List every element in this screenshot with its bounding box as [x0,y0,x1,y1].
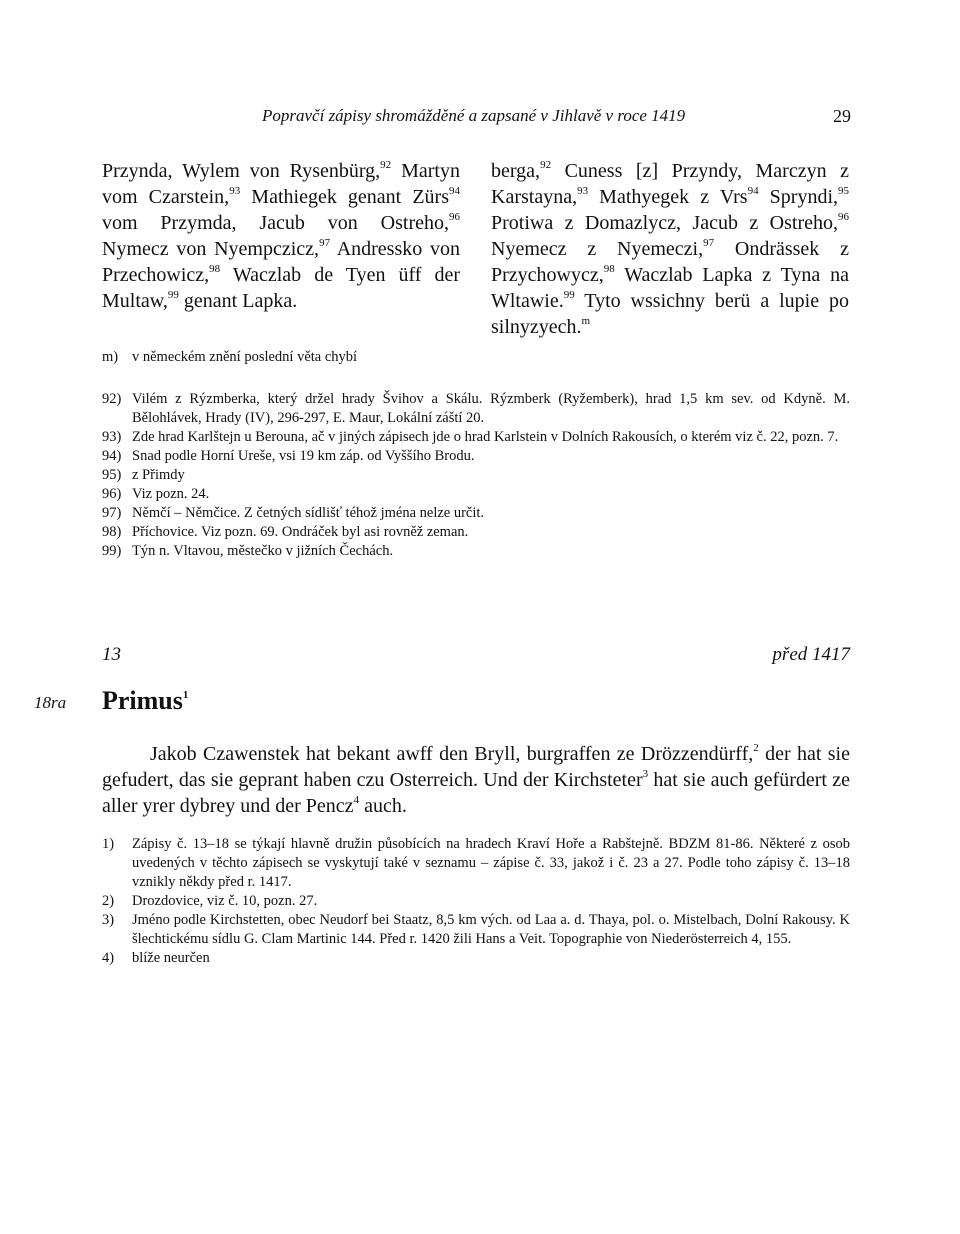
footnote-number: 97) [102,505,122,521]
footnote-text: Němčí – Němčice. Z četných sídlišť téhož jména nelze určit. [132,505,485,521]
footnote [102,485,850,504]
footnote-marker: 3 [642,768,649,781]
footnote [102,466,850,485]
text-run: Cuness [z] Przyndy, Marczyn z Karstayna, [491,160,849,208]
text-run: Przynda, Wylem von Rysenbürg, [102,160,381,182]
footnote-marker: 94 [747,185,759,198]
text-run: Ondrässek z Przychowycz, [491,238,849,286]
text-run: Martyn vom Czarstein, [102,160,460,208]
text-run: der hat sie gefudert, das sie geprant haben czu Osterreich. Und der Kirchsteter [102,743,850,791]
footnote-marker: 1 [182,689,189,702]
footnote-number: 92) [102,391,122,407]
text-run: Waczlab Lapka z Tyna na Wltawie. [491,264,849,312]
footnote-number: 4) [102,950,115,966]
footnote-text: blíže neurčen [132,950,210,966]
footnote-number: 2) [102,893,115,909]
entry-body-paragraph [102,741,850,819]
footnote-number: 96) [102,486,122,502]
footnote-number: 99) [102,543,122,559]
footnote-marker: 92 [380,159,392,172]
footnote-text: Vilém z Rýzmberka, který držel hrady Švihov a Skálu. Rýzmberk (Ryžemberk), hrad 1,5 km sev. od Kdyně. M. Bělohlávek, Hrady (IV), 296-297, E. Maur, Lokální záští 20. [132,391,850,426]
text-run: berga, [491,160,541,182]
footnote-marker: 97 [319,237,331,250]
footnote-marker: 2 [753,742,759,755]
entry-number: 13 [102,644,121,665]
footnote-marker: 99 [167,289,179,302]
footnote-number: 98) [102,524,122,540]
text-run: vom Przymda, Jacub von Ostreho, [102,212,449,234]
czech-text-paragraph [491,158,849,340]
entry-date: před 1417 [772,644,850,665]
footnotes-top [102,390,850,561]
text-run: Mathiegek genant Zürs [240,186,449,208]
footnote [102,949,850,968]
footnote [102,447,850,466]
footnote [102,523,850,542]
german-text-column [102,158,460,314]
text-run: Protiwa z Domazlycz, Jacub z Ostreho, [491,212,838,234]
footnote-marker: 93 [229,185,241,198]
text-run: Tyto wssichny berü a lupie po silnyzyech. [491,290,849,338]
footnote [102,390,850,428]
text-run: hat sie auch gefürdert ze aller yrer dybrey und der Pencz [102,769,850,817]
text-run: Nyemecz z Nyemeczi, [491,238,704,260]
text-run: Spryndi, [758,186,839,208]
footnote-text: Jméno podle Kirchstetten, obec Neudorf bei Staatz, 8,5 km vých. od Laa a. d. Thaya, pol. o. Mistelbach, Dolní Rakousy. K šlechtickému sídlu G. Clam Martinic 144. Před r. 1420 žili Hans a Veit. Topographie von Niederösterreich 4, 155. [132,912,850,947]
textual-note-text: v německém znění poslední věta chybí [132,349,358,365]
footnote-number: 95) [102,467,122,483]
footnote-marker: 96 [449,211,460,224]
entry-body [102,741,850,819]
footnote-marker: 95 [838,185,850,198]
footnote [102,504,850,523]
footnote-marker: 98 [209,263,221,276]
footnote-marker: 96 [838,211,849,224]
text-run: Andressko von Przechowicz, [102,238,460,286]
footnote-text: Příchovice. Viz pozn. 69. Ondráček byl asi rovněž zeman. [132,524,469,540]
text-run: auch. [359,795,407,817]
textual-note-marker: m) [102,349,119,365]
german-text-paragraph [102,158,460,314]
running-header: Popravčí zápisy shromážděné a zapsané v Jihlavě v roce 1419 [262,106,686,125]
footnote [102,911,850,949]
footnote-text: z Přimdy [132,467,185,483]
footnote-marker: m [581,315,591,328]
footnote-marker: 98 [603,263,615,276]
footnote-text: Zápisy č. 13–18 se týkají hlavně družin působících na hradech Kraví Hoře a Rabštejně. BDZM 81-86. Některé z osob uvedených v těchto zápisech se vyskytují také v seznamu – zápise č. 33, jakož i č. 23 a 27. Podle toho zápisy č. 13–18 vznikly někdy před r. 1417. [132,836,850,890]
footnote-text: Týn n. Vltavou, městečko v jižních Čechách. [132,543,394,559]
footnote-marker: 97 [703,237,715,250]
footnote-number: 93) [102,429,122,445]
footnote-marker: 94 [449,185,460,198]
entry-title-text: Primus [102,686,183,715]
footnote [102,892,850,911]
footnote [102,428,850,447]
footnote-marker: 93 [577,185,589,198]
footnote [102,542,850,561]
textual-note [102,348,850,367]
text-run: Waczlab de Tyen üff der Multaw, [102,264,460,312]
text-run: Nymecz von Nyempczicz, [102,238,320,260]
footnote-text: Snad podle Horní Ureše, vsi 19 km záp. od Vyššího Brodu. [132,448,475,464]
czech-text-column [491,158,849,340]
footnote-marker: 92 [540,159,552,172]
text-run: genant Lapka. [178,290,298,312]
footnote-text: Drozdovice, viz č. 10, pozn. 27. [132,893,318,909]
footnotes-bottom [102,835,850,968]
footnote-text: Zde hrad Karlštejn u Berouna, ač v jiných zápisech jde o hrad Karlstein v Dolních Rakousích, o kterém viz č. 22, pozn. 7. [132,429,839,445]
footnote-marker: 99 [563,289,575,302]
footnote-number: 1) [102,836,115,852]
footnote-number: 3) [102,912,115,928]
page-number: 29 [833,106,851,126]
entry-title [102,686,188,716]
footnote [102,835,850,892]
text-run: Jakob Czawenstek hat bekant awff den Bryll, burgraffen ze Drözzendürff, [150,743,754,765]
footnote-number: 94) [102,448,122,464]
footnote-marker: 4 [353,794,360,807]
text-run: Mathyegek z Vrs [588,186,748,208]
folio-reference: 18ra [34,693,67,712]
footnote-text: Viz pozn. 24. [132,486,210,502]
